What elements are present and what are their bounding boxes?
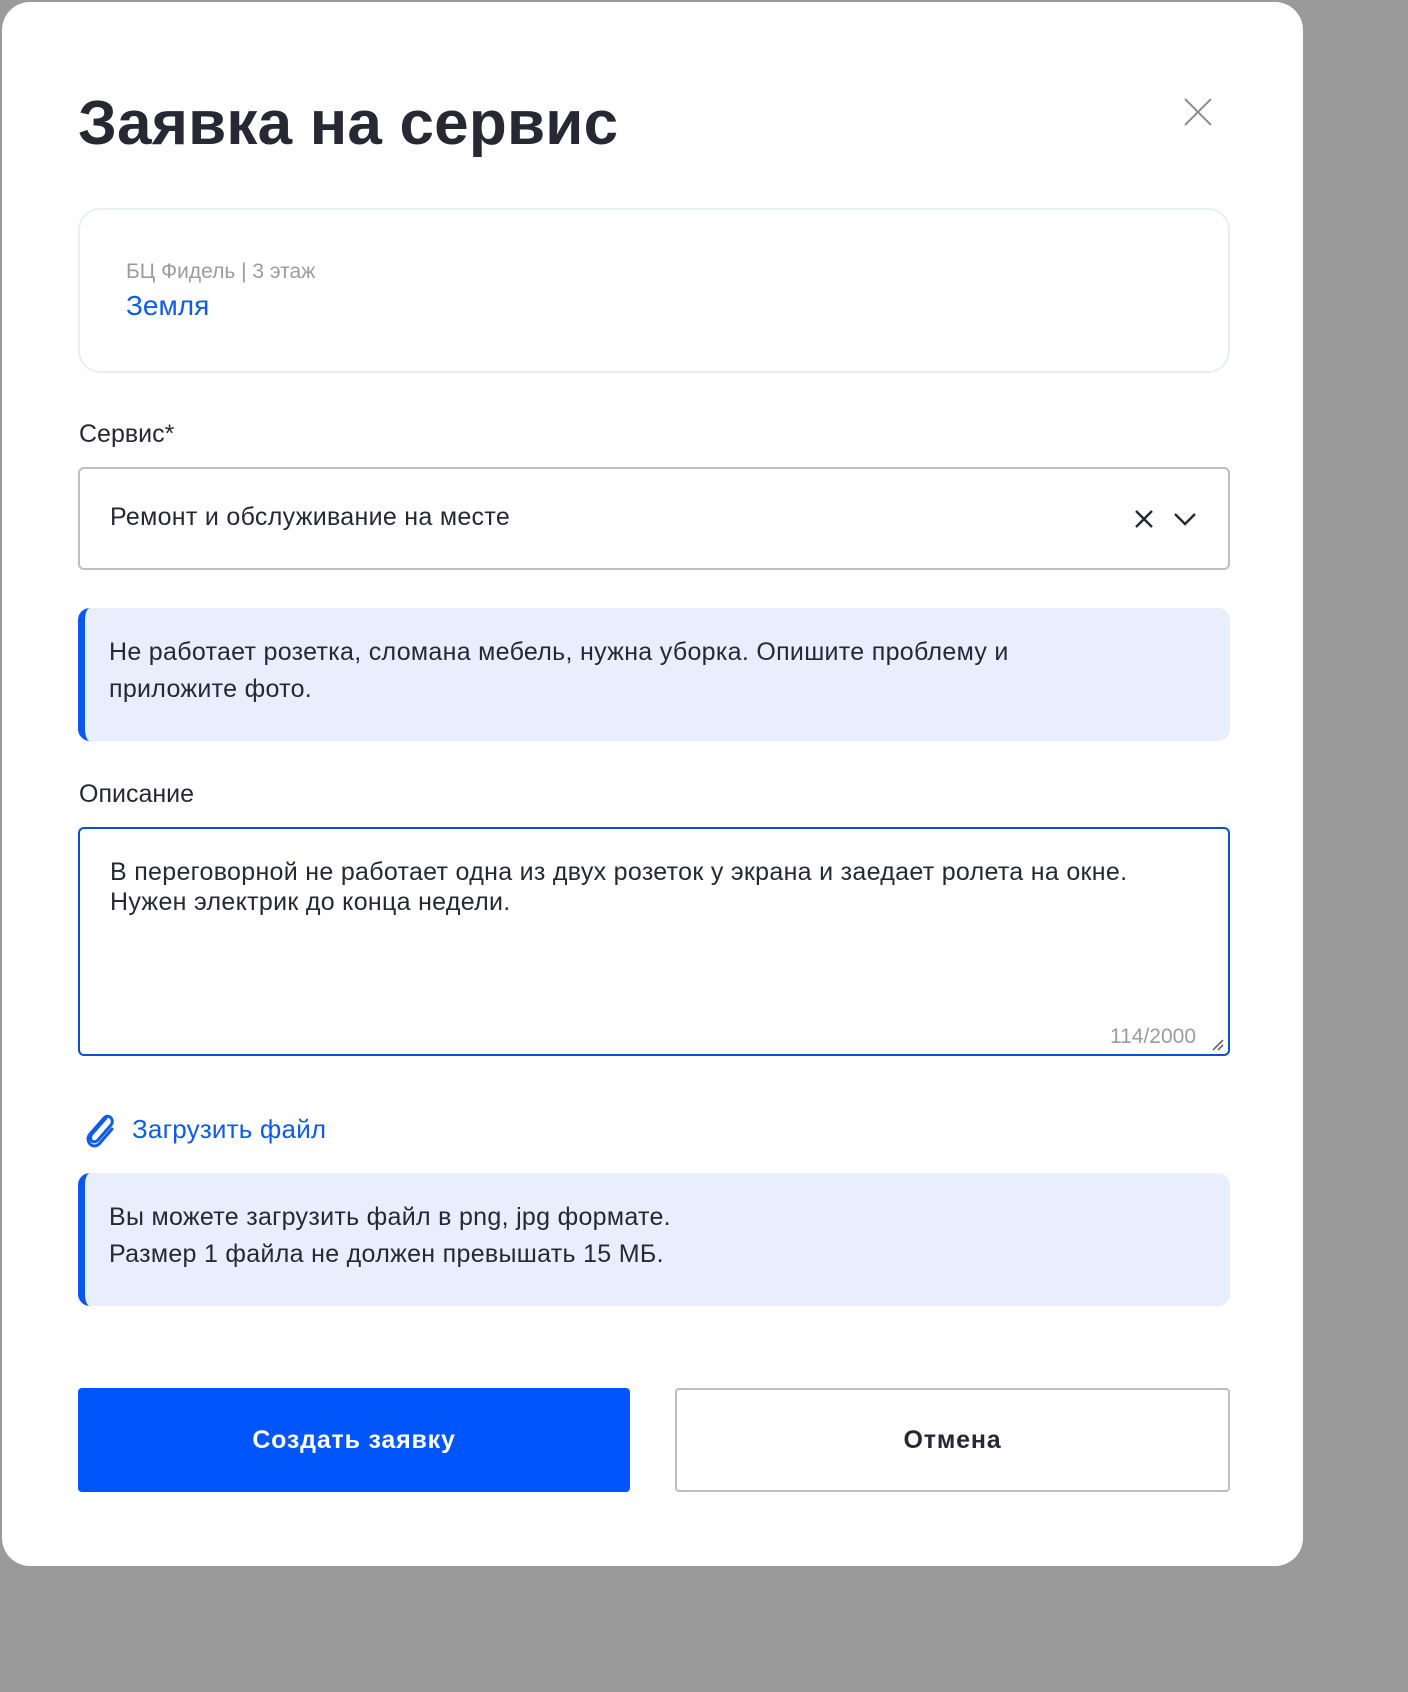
close-button[interactable] (1180, 94, 1216, 130)
resize-handle-icon[interactable] (1210, 1037, 1224, 1051)
location-building-floor: БЦ Фидель | 3 этаж (126, 260, 316, 283)
dropdown-toggle[interactable] (1172, 507, 1198, 531)
service-hint-line-2: приложите фото. (109, 675, 313, 703)
character-counter: 114/2000 (1109, 1025, 1196, 1048)
description-text: В переговорной не работает одна из двух розеток у экрана и заедает ролета на окне. Нужен электрик до конца недели. (110, 858, 1128, 916)
modal-title: Заявка на сервис (78, 89, 619, 158)
location-card (78, 208, 1230, 373)
description-textarea[interactable] (78, 827, 1230, 1056)
clear-selection-button[interactable] (1132, 507, 1156, 531)
paperclip-icon (82, 1108, 118, 1150)
description-label: Описание (79, 780, 195, 808)
close-icon (1180, 94, 1216, 130)
service-hint-line-1: Не работает розетка, сломана мебель, нужна уборка. Опишите проблему и (109, 638, 1009, 666)
cancel-button[interactable]: Отмена (675, 1388, 1230, 1492)
create-request-button[interactable]: Создать заявку (78, 1388, 630, 1492)
upload-file-label: Загрузить файл (132, 1113, 327, 1144)
service-hint (78, 608, 1230, 741)
upload-hint (78, 1173, 1230, 1306)
upload-hint-line-2: Размер 1 файла не должен превышать 15 МБ. (109, 1240, 664, 1268)
location-room-name: Земля (126, 290, 210, 321)
upload-file-button[interactable] (82, 1108, 326, 1150)
service-request-modal (2, 2, 1303, 1566)
chevron-down-icon (1172, 507, 1198, 531)
upload-hint-line-1: Вы можете загрузить файл в png, jpg формате. (109, 1203, 671, 1231)
service-select[interactable] (78, 467, 1230, 570)
clear-icon (1132, 507, 1156, 531)
service-label: Сервис* (79, 420, 175, 448)
service-select-value: Ремонт и обслуживание на месте (110, 503, 511, 531)
